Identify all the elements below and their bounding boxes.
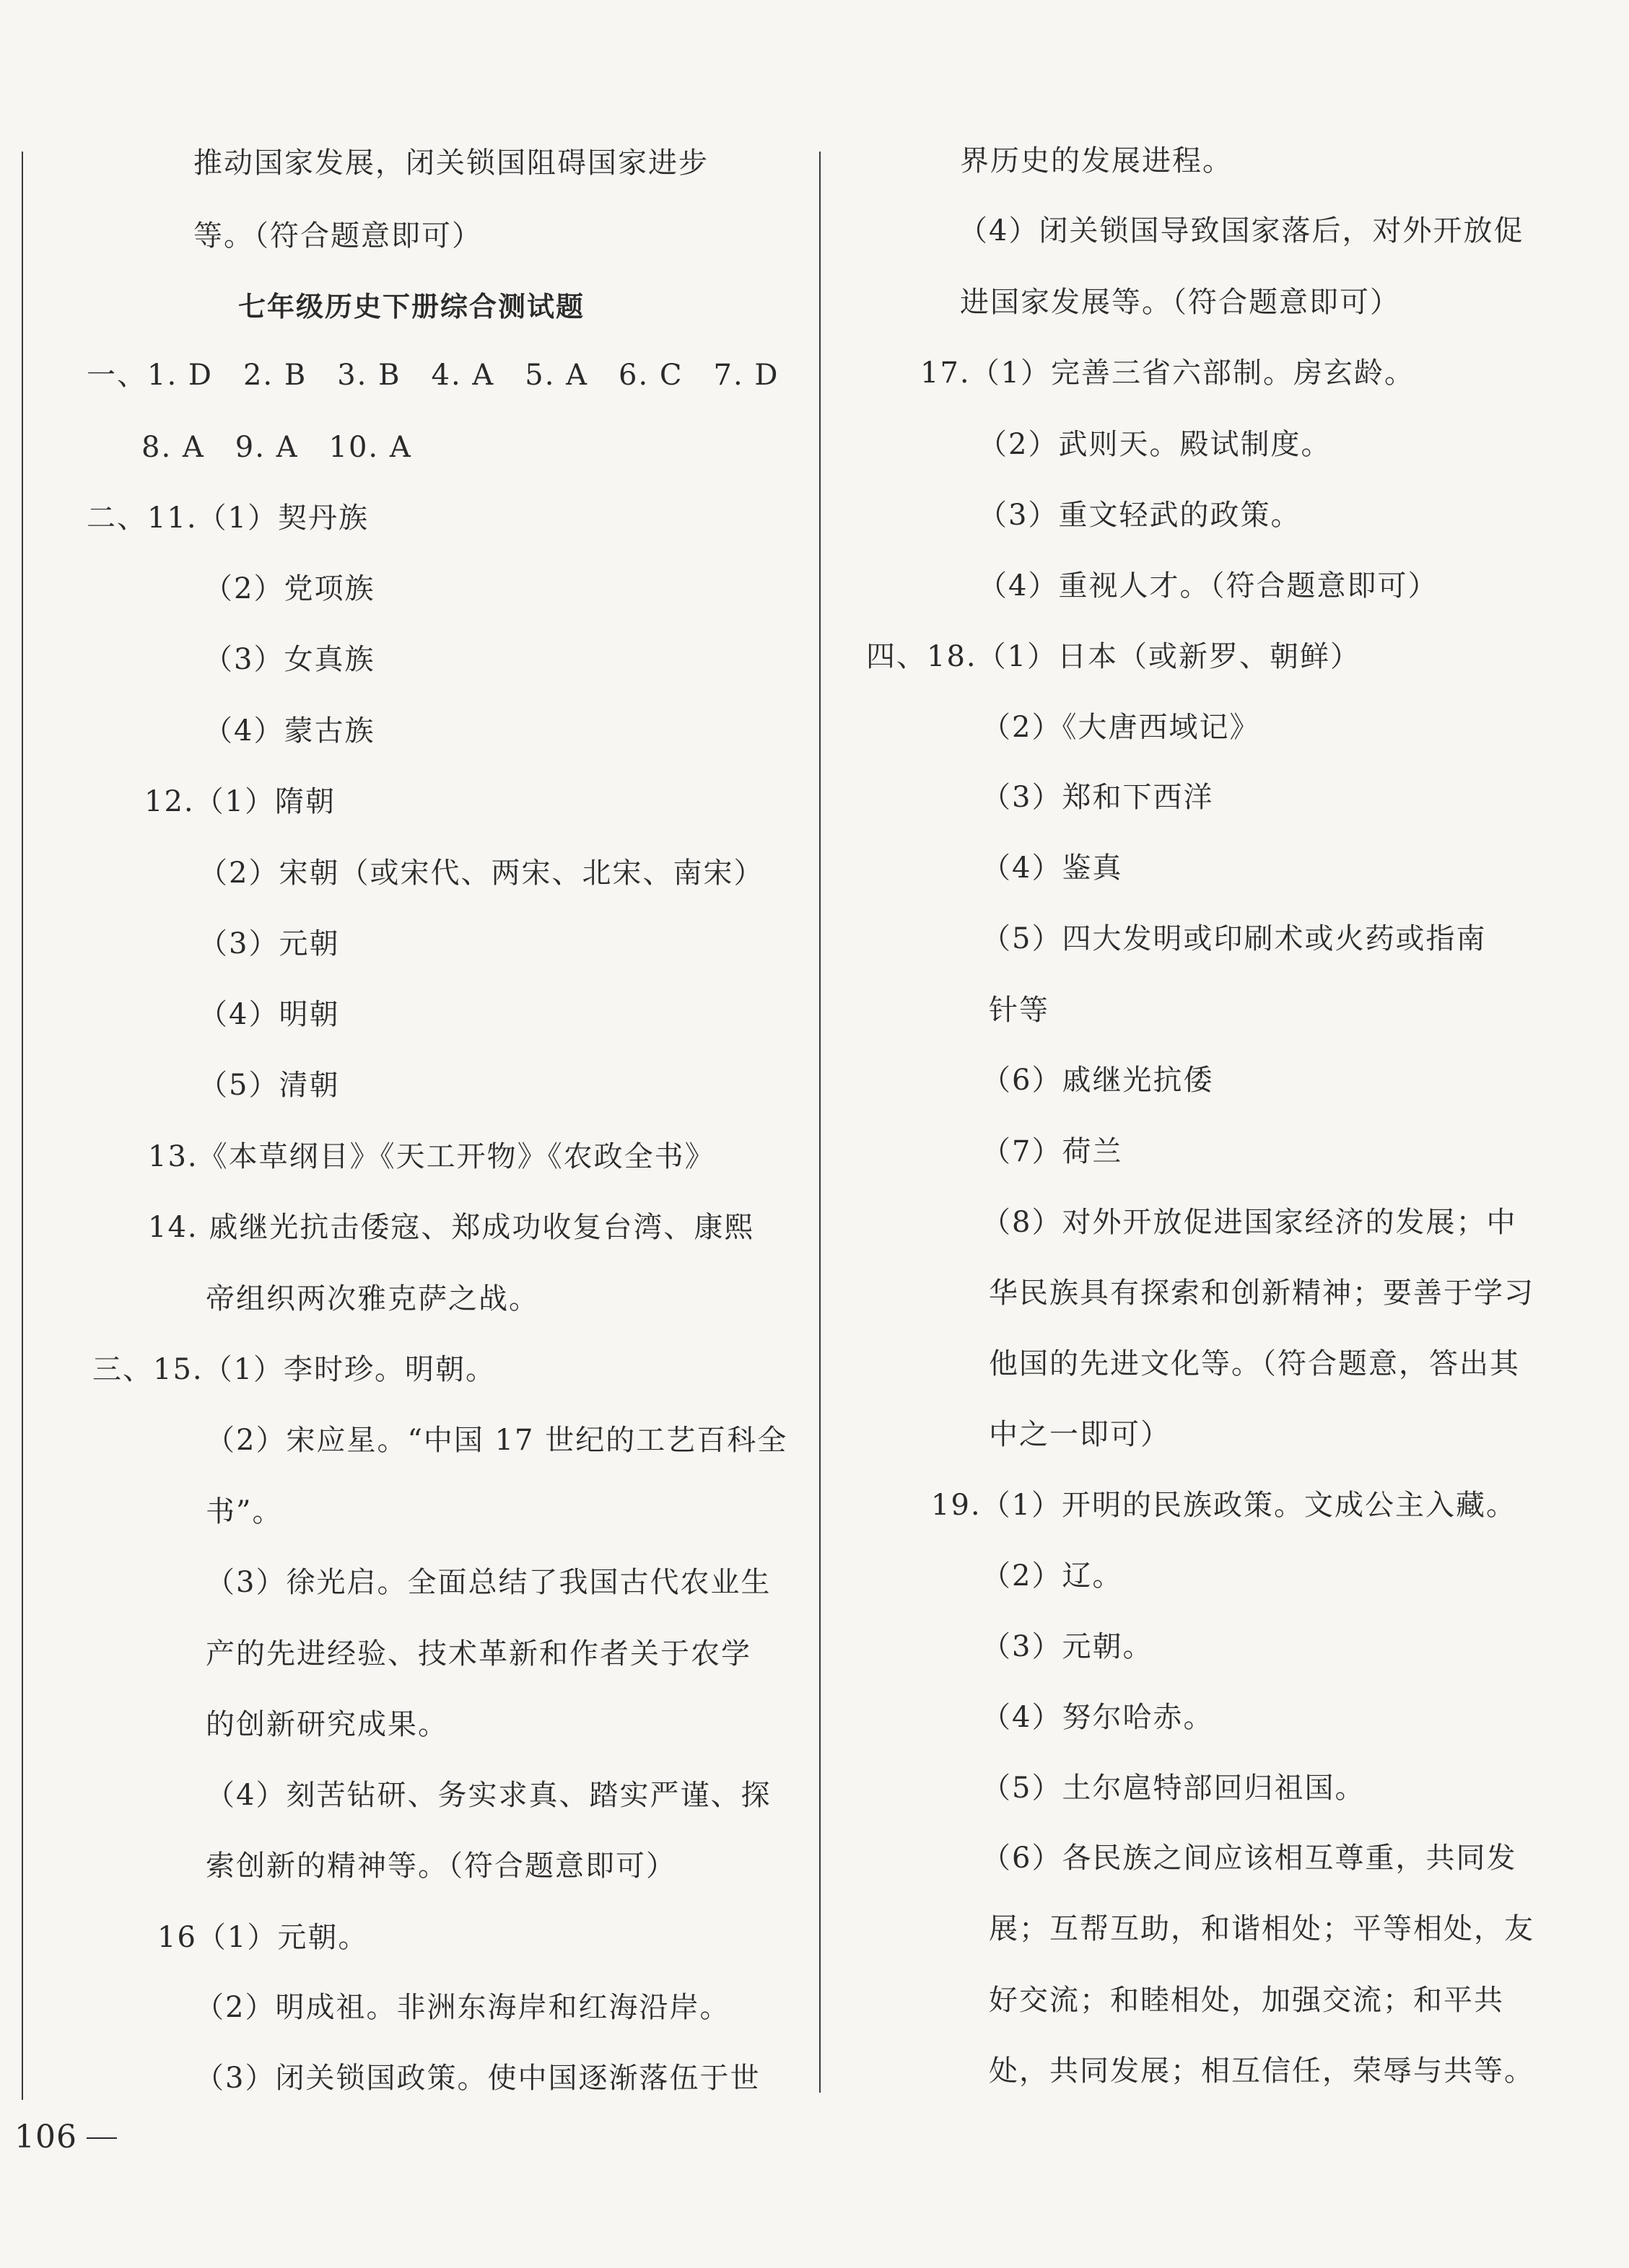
right-line-13: 针等 (989, 994, 1049, 1027)
right-line-14: （6）戚继光抗倭 (982, 1064, 1214, 1097)
right-line-17: 华民族具有探索和创新精神；要善于学习 (989, 1277, 1534, 1310)
left-line-12: （3）元朝 (198, 927, 340, 960)
left-line-13: （4）明朝 (198, 998, 340, 1031)
right-line-9: （2）《大唐西域记》 (982, 711, 1260, 744)
left-line-18: 三、15.（1）李时珍。明朝。 (92, 1353, 497, 1386)
left-line-2: 等。（符合题意即可） (193, 219, 482, 253)
left-line-10: 12.（1）隋朝 (144, 785, 336, 818)
left-line-25: 索创新的精神等。（符合题意即可） (206, 1849, 676, 1883)
right-line-21: （2）辽。 (982, 1559, 1123, 1593)
right-line-2: （4）闭关锁国导致国家落后，对外开放促 (958, 214, 1524, 248)
left-line-27: （2）明成祖。非洲东海岸和红海沿岸。 (195, 1991, 730, 2024)
left-line-7: （2）党项族 (204, 572, 375, 605)
right-line-20: 19.（1）开明的民族政策。文成公主入藏。 (931, 1489, 1517, 1522)
section-title: 七年级历史下册综合测试题 (238, 291, 585, 323)
right-line-10: （3）郑和下西洋 (982, 781, 1214, 814)
left-line-21: （3）徐光启。全面总结了我国古代农业生 (206, 1566, 772, 1599)
left-line-28: （3）闭关锁国政策。使中国逐渐落伍于世 (195, 2062, 761, 2095)
page-number-dash (87, 2137, 117, 2139)
right-line-22: （3）元朝。 (982, 1630, 1153, 1663)
left-line-8: （3）女真族 (204, 643, 375, 676)
right-line-25: （6）各民族之间应该相互尊重，共同发 (982, 1842, 1517, 1875)
left-line-11: （2）宋朝（或宋代、两宋、北宋、南宋） (198, 857, 764, 890)
right-line-3: 进国家发展等。（符合题意即可） (960, 286, 1400, 319)
left-margin-rule (22, 152, 23, 2100)
right-line-4: 17.（1）完善三省六部制。房玄龄。 (920, 356, 1415, 390)
right-line-23: （4）努尔哈赤。 (982, 1701, 1214, 1734)
left-line-9: （4）蒙古族 (204, 714, 375, 748)
left-line-26: 16（1）元朝。 (157, 1921, 369, 1954)
right-line-6: （3）重文轻武的政策。 (978, 499, 1301, 532)
left-line-24: （4）刻苦钻研、务实求真、踏实严谨、探 (206, 1779, 772, 1812)
left-line-6: 二、11.（1）契丹族 (87, 502, 370, 535)
right-line-18: 他国的先进文化等。（符合题意，答出其 (989, 1347, 1520, 1380)
right-line-27: 好交流；和睦相处，加强交流；和平共 (989, 1984, 1504, 2017)
page-number: 106 (14, 2119, 77, 2155)
right-line-1: 界历史的发展进程。 (960, 144, 1233, 178)
right-line-8: 四、18.（1）日本（或新罗、朝鲜） (866, 640, 1361, 673)
right-line-12: （5）四大发明或印刷术或火药或指南 (982, 922, 1487, 955)
left-line-16: 14. 戚继光抗击倭寇、郑成功收复台湾、康熙 (148, 1211, 755, 1244)
right-line-16: （8）对外开放促进国家经济的发展；中 (982, 1206, 1517, 1239)
left-line-14: （5）清朝 (198, 1069, 340, 1102)
left-line-5: 8. A 9. A 10. A (141, 431, 412, 464)
left-line-15: 13.《本草纲目》《天工开物》《农政全书》 (148, 1140, 715, 1173)
right-line-7: （4）重视人才。（符合题意即可） (978, 569, 1438, 603)
left-line-17: 帝组织两次雅克萨之战。 (206, 1282, 539, 1315)
left-line-23: 的创新研究成果。 (206, 1708, 448, 1741)
right-line-15: （7）荷兰 (982, 1135, 1123, 1168)
right-line-28: 处，共同发展；相互信任，荣辱与共等。 (989, 2054, 1534, 2088)
left-line-19: （2）宋应星。“中国 17 世纪的工艺百科全 (206, 1424, 788, 1457)
right-line-11: （4）鉴真 (982, 851, 1123, 885)
right-line-19: 中之一即可） (989, 1418, 1171, 1451)
left-line-22: 产的先进经验、技术革新和作者关于农学 (206, 1637, 751, 1671)
right-line-26: 展；互帮互助，和谐相处；平等相处，友 (989, 1912, 1534, 1945)
left-line-4: 一、1. D 2. B 3. B 4. A 5. A 6. C 7. D (87, 359, 779, 392)
center-column-rule (819, 152, 821, 2093)
right-line-24: （5）土尔扈特部回归祖国。 (982, 1772, 1366, 1805)
left-line-1: 推动国家发展，闭关锁国阻碍国家进步 (193, 146, 709, 180)
right-line-5: （2）武则天。殿试制度。 (978, 428, 1332, 461)
left-line-20: 书”。 (206, 1495, 283, 1528)
